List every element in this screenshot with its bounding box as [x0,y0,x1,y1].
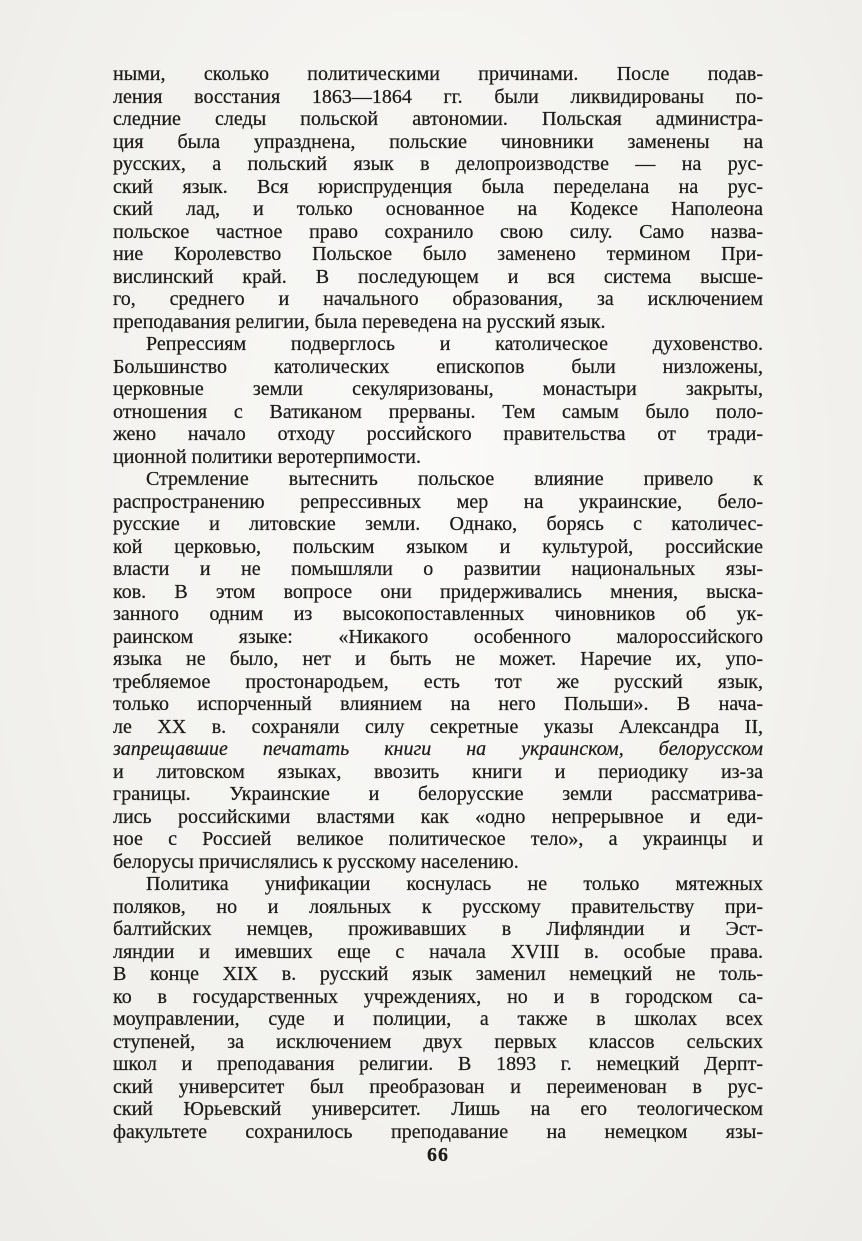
text-line: Репрессиям подверглось и католическое духовенство. [146,333,763,355]
text-line: границы. Украинские и белорусские земли рассматрива- [113,783,763,805]
text-line: языка не было, нет и быть не может. Наречие их, упо- [113,648,763,670]
text-line: требляемое простонародьем, есть тот же русский язык, [113,670,763,693]
text-line: ко в государственных учреждениях, но и в городском са- [113,985,763,1008]
text-line: запрещавшие печатать книги на украинском, белорусском [113,738,763,760]
text-line: ция была упразднена, польские чиновники заменены на [113,130,763,153]
text-line: только испорченный влиянием на него Польши». В нача- [113,693,763,715]
text-line: польское частное право сохранило свою силу. Само назва- [113,220,763,243]
text-line: ле XX в. сохраняли силу секретные указы Александра II, [113,715,763,738]
text-line: власти и не помышляли о развитии национальных язы- [113,558,763,580]
text-line: лись российскими властями как «одно непрерывное и еди- [113,805,763,828]
text-line: ными, сколько политическими причинами. После подав- [113,63,763,85]
text-line: ние Королевство Польское было заменено термином При- [113,243,763,265]
text-line: В конце XIX в. русский язык заменил немецкий не толь- [113,963,763,985]
text-line: русских, а польский язык в делопроизводстве — на рус- [113,153,763,175]
text-line: ский Юрьевский университет. Лишь на его теологическом [113,1098,763,1120]
text-line: отношения с Ватиканом прерваны. Тем самым было поло- [113,400,763,423]
text-line: русские и литовские земли. Однако, борясь с католичес- [113,513,763,535]
text-line: ский университет был преобразован и переименован в рус- [113,1075,763,1098]
text-line: поляков, но и лояльных к русскому правительству при- [113,895,763,918]
text-line: школ и преподавания религии. В 1893 г. немецкий Дерпт- [113,1053,763,1075]
text-line: распространению репрессивных мер на украинские, бело- [113,490,763,513]
text-line: факультете сохранилось преподавание на немецком язы- [113,1120,763,1143]
text-line: Политика унификации коснулась не только мятежных [146,873,763,895]
text-line: ное с Россией великое политическое тело», а украинцы и [113,828,763,850]
text-line: вислинский край. В последующем и вся система высше- [113,265,763,288]
text-line: жено начало отходу российского правительства от тради- [113,423,763,445]
text-line: следние следы польской автономии. Польская администра- [113,108,763,130]
text-line: белорусы причислялись к русскому населению. [113,850,519,873]
text-line: ступеней, за исключением двух первых классов сельских [113,1030,763,1053]
text-line: ский язык. Вся юриспруденция была переделана на рус- [113,175,763,198]
text-line: кой церковью, польским языком и культурой, российские [113,535,763,558]
text-line: балтийских немцев, проживавших в Лифляндии и Эст- [113,918,763,940]
text-line: ления восстания 1863—1864 гг. были ликвидированы по- [113,85,763,108]
text-line: ционной политики веротерпимости. [113,445,421,468]
text-line: моуправлении, суде и полиции, а также в школах всех [113,1008,763,1030]
text-block [113,63,763,1143]
text-line: преподавания религии, была переведена на русский язык. [113,310,606,333]
text-line: ский лад, и только основанное на Кодексе Наполеона [113,198,763,220]
page-number: 66 [427,1144,449,1166]
text-line: и литовском языках, ввозить книги и периодику из-за [113,760,763,783]
text-line: ков. В этом вопросе они придерживались мнения, выска- [113,580,763,603]
text-line: Стремление вытеснить польское влияние привело к [146,468,763,490]
text-line: ляндии и имевших еще с начала XVIII в. особые права. [113,940,763,963]
text-line: церковные земли секуляризованы, монастыри закрыты, [113,378,763,400]
text-line: занного одним из высокопоставленных чиновников об ук- [113,603,763,625]
text-line: Большинство католических епископов были низложены, [113,355,763,378]
text-line: го, среднего и начального образования, за исключением [113,288,763,310]
text-line: раинском языке: «Никакого особенного малороссийского [113,625,763,648]
